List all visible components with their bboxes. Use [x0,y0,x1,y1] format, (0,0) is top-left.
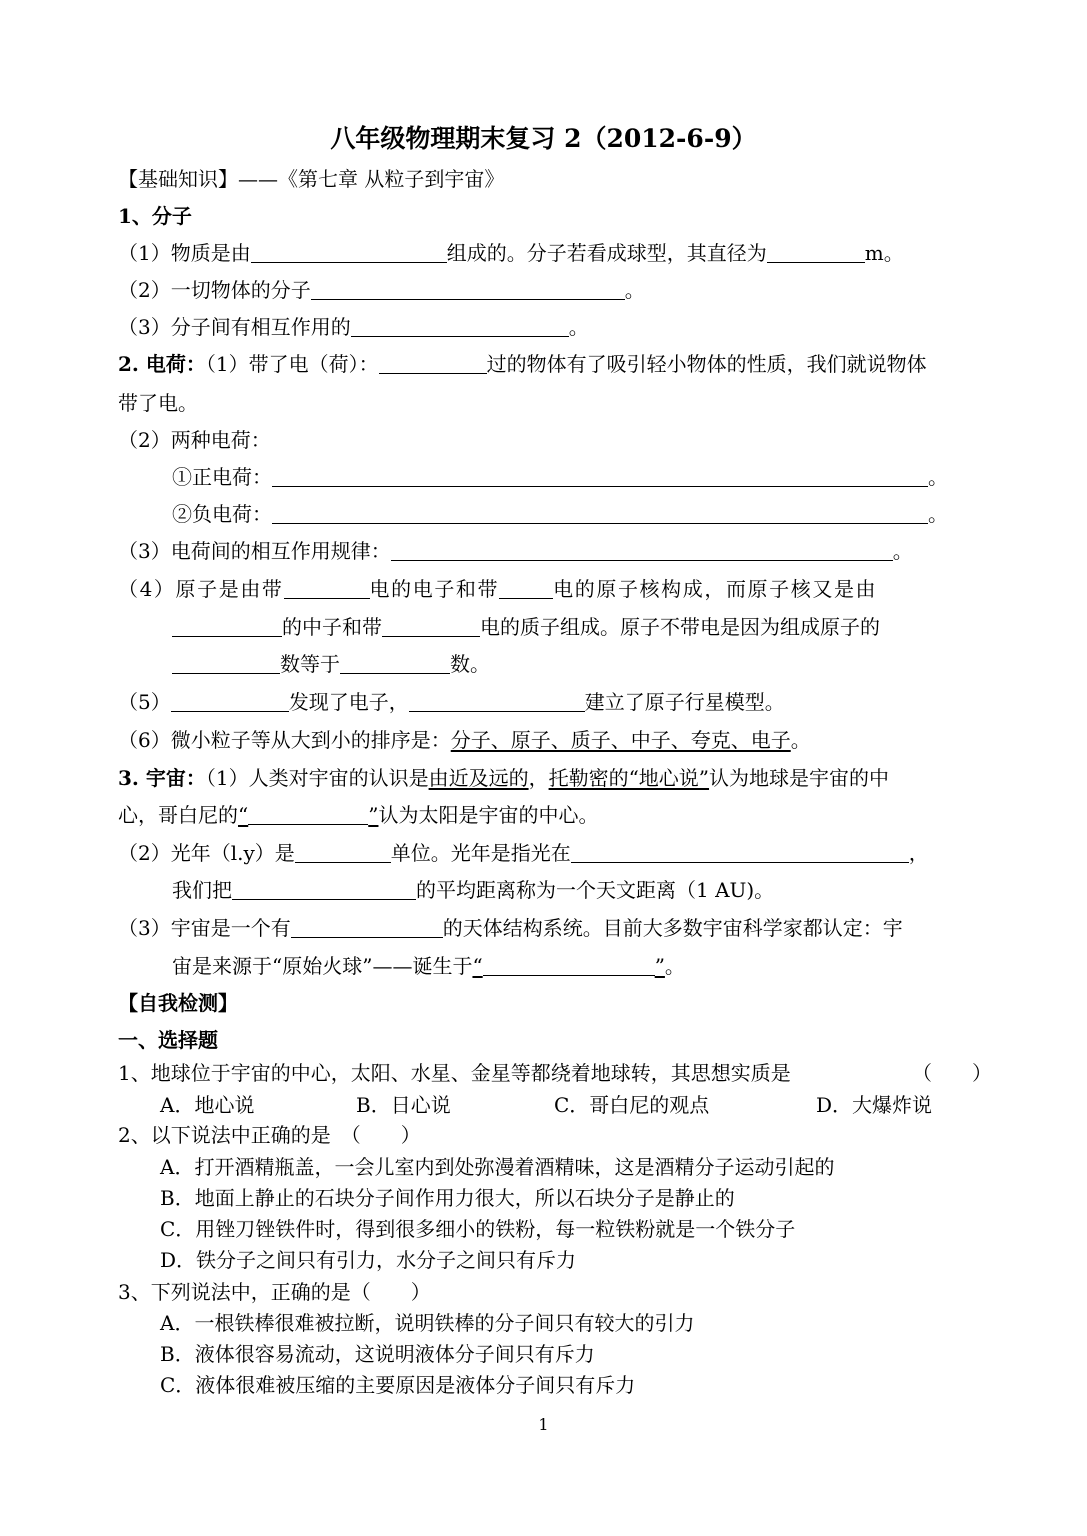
mc1-option-c[interactable]: C．哥白尼的观点 [554,1093,710,1117]
mc3-option-c[interactable]: C．液体很难被压缩的主要原因是液体分子间只有斥力 [160,1373,636,1397]
section-molecules-title: 1、分子 [118,204,192,228]
multiple-choice-title: 一、选择题 [118,1028,218,1052]
question-text: （3）电荷间的相互作用规律： [118,539,391,563]
question-universe-1 [118,765,889,791]
answer-blank[interactable] [291,917,443,938]
basic-knowledge-header: 【基础知识】——《第七章 从粒子到宇宙》 [118,167,505,191]
underlined-answer: 托勒密的“地心说” [548,766,710,790]
quote-mark: ” [368,803,379,827]
page-title: 八年级物理期末复习 2（2012-6-9） [330,124,757,153]
question-text: 。 [892,539,913,563]
question-text: （3）宇宙是一个有 [118,916,291,940]
question-charge-4-cont [172,614,880,640]
question-text: 认为地球是宇宙的中 [709,766,890,790]
question-charge-5 [118,689,785,715]
answer-blank[interactable] [382,616,480,637]
question-text: （5） [118,690,171,714]
answer-blank[interactable] [499,578,553,599]
quote-mark: ” [654,954,665,978]
mc1-option-a[interactable]: A．地心说 [160,1093,255,1117]
question-text: （2）一切物体的分子 [118,278,311,302]
answer-blank[interactable] [409,691,585,712]
answer-blank[interactable] [340,653,450,674]
question-text: 。 [928,502,948,526]
question-text: ， [908,841,929,865]
mc-question-1: 1、地球位于宇宙的中心，太阳、水星、金星等都绕着地球转，其思想实质是 [118,1061,791,1085]
underlined-answer: 由近及远的 [428,766,529,790]
answer-blank[interactable] [172,616,282,637]
question-text: 建立了原子行星模型。 [584,690,785,714]
question-text: （3）分子间有相互作用的 [118,315,351,339]
question-text: m。 [864,241,904,265]
answer-blank[interactable] [284,578,370,599]
answer-blank[interactable] [172,653,280,674]
mc2-option-d[interactable]: D．铁分子之间只有引力，水分子之间只有斥力 [160,1248,577,1272]
question-text: 。 [568,315,589,339]
question-charge-4-cont2 [172,651,490,677]
mc-question-3: 3、下列说法中，正确的是（ ） [118,1280,431,1304]
question-molecules-1 [118,240,904,266]
question-text: 心，哥白尼的 [118,803,238,827]
answer-blank[interactable] [272,466,928,487]
mc1-option-b[interactable]: B．日心说 [356,1093,451,1117]
question-text: ， [528,766,549,790]
question-universe-3-cont [172,953,685,979]
question-text: （6）微小粒子等从大到小的排序是： [118,728,451,752]
answer-blank[interactable] [391,540,893,561]
self-check-header: 【自我检测】 [118,991,238,1015]
question-charge-1 [118,351,927,377]
section-charge-title: 2. 电荷： [118,352,206,376]
question-text: （2）光年（l.y）是 [118,841,295,865]
question-universe-2 [118,840,929,866]
question-text: 数。 [450,652,490,676]
underlined-answer: 分子、原子、质子、中子、夸克、电子 [450,728,791,752]
question-universe-1-cont [118,802,598,828]
question-text: （4）原子是由带 [118,577,284,601]
question-text: 电的原子核构成，而原子核又是由 [553,577,878,601]
question-universe-3 [118,915,903,941]
question-text: 。 [790,728,811,752]
question-molecules-3 [118,314,589,340]
question-text: 单位。光年是指光在 [390,841,571,865]
question-text: 发现了电子， [288,690,409,714]
mc2-option-c[interactable]: C．用锉刀锉铁件时，得到很多细小的铁粉，每一粒铁粉就是一个铁分子 [160,1217,796,1241]
question-charge-6 [118,727,811,753]
question-charge-2: （2）两种电荷： [118,428,271,452]
question-text: （1）物质是由 [118,241,251,265]
question-text: 。 [928,465,948,489]
question-text: 的中子和带 [282,615,382,639]
page-number: 1 [538,1415,549,1434]
question-text: 过的物体有了吸引轻小物体的性质，我们就说物体 [486,352,927,376]
question-text: ②负电荷： [172,502,272,526]
question-charge-1-cont: 带了电。 [118,391,198,415]
question-text: 我们把 [172,878,232,902]
answer-blank[interactable] [767,242,865,263]
answer-blank[interactable] [483,955,655,976]
answer-blank[interactable] [251,242,447,263]
question-text: 的平均距离称为一个天文距离（1 AU)。 [416,878,775,902]
question-text: （1）人类对宇宙的认识是 [205,766,429,790]
section-universe-title: 3. 宇宙： [118,766,206,790]
question-universe-2-cont [172,877,774,903]
answer-parentheses[interactable]: （ ） [912,1061,992,1085]
question-text: 数等于 [280,652,340,676]
question-text: （1）带了电（荷）： [205,352,379,376]
answer-blank[interactable] [248,804,368,825]
mc-question-2: 2、以下说法中正确的是 （ ） [118,1123,421,1147]
answer-blank[interactable] [379,353,487,374]
positive-charge-line [172,464,948,490]
question-text: ①正电荷： [172,465,272,489]
question-molecules-2 [118,277,645,303]
question-text: 认为太阳是宇宙的中心。 [378,803,599,827]
mc2-option-a[interactable]: A．打开酒精瓶盖，一会儿室内到处弥漫着酒精味，这是酒精分子运动引起的 [160,1155,835,1179]
mc1-option-d[interactable]: D．大爆炸说 [816,1093,933,1117]
answer-blank[interactable] [571,842,909,863]
negative-charge-line [172,501,948,527]
answer-blank[interactable] [232,879,416,900]
quote-mark: “ [238,803,249,827]
quote-mark: “ [472,954,483,978]
mc3-option-a[interactable]: A．一根铁棒很难被拉断，说明铁棒的分子间只有较大的引力 [160,1311,695,1335]
question-text: 电的电子和带 [369,577,500,601]
answer-blank[interactable] [272,503,928,524]
question-text: 组成的。分子若看成球型，其直径为 [446,241,767,265]
question-charge-4 [118,576,877,602]
mc3-option-b[interactable]: B．液体很容易流动，这说明液体分子间只有斥力 [160,1342,595,1366]
mc2-option-b[interactable]: B．地面上静止的石块分子间作用力很大，所以石块分子是静止的 [160,1186,735,1210]
question-text: 宙是来源于“原始火球”——诞生于 [172,954,473,978]
answer-blank[interactable] [351,316,569,337]
question-text: 。 [664,954,685,978]
answer-blank[interactable] [295,842,391,863]
question-text: 电的质子组成。原子不带电是因为组成原子的 [480,615,880,639]
question-charge-3 [118,538,913,564]
question-text: 。 [624,278,645,302]
answer-blank[interactable] [171,691,289,712]
question-text: 的天体结构系统。目前大多数宇宙科学家都认定：宇 [442,916,903,940]
answer-blank[interactable] [311,279,625,300]
